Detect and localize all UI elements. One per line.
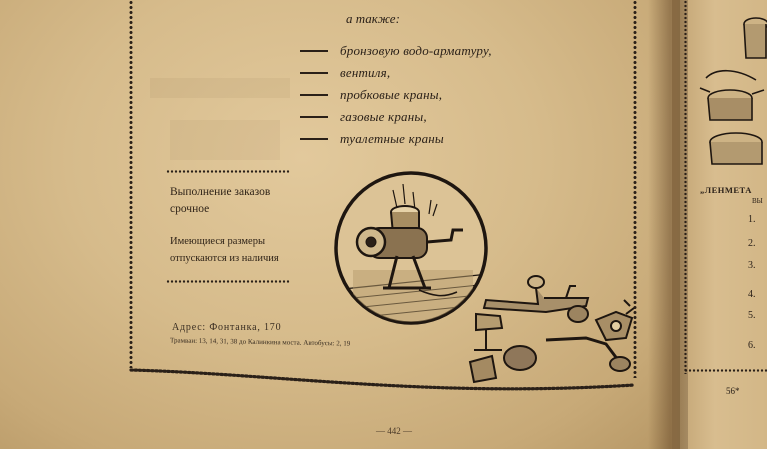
intro-text: а также: bbox=[346, 11, 400, 26]
notice-rule-bottom bbox=[166, 280, 290, 283]
list-number: 5. bbox=[748, 310, 756, 321]
address-text: Адрес: Фонтанка, 170 bbox=[172, 322, 282, 333]
right-page-subheading: ВЫ bbox=[752, 197, 763, 205]
list-item: пробковые краны, bbox=[300, 84, 492, 106]
book-gutter bbox=[648, 0, 688, 449]
notice-rule-top bbox=[166, 170, 290, 173]
product-list bbox=[300, 40, 492, 150]
notice-line: срочное bbox=[170, 203, 210, 215]
dash bbox=[300, 116, 328, 117]
right-page-frame bbox=[684, 0, 687, 374]
dash bbox=[300, 72, 328, 73]
bleed-through-block bbox=[150, 78, 290, 98]
right-page-frame-bottom bbox=[684, 369, 767, 372]
right-page-footer: 56* bbox=[726, 386, 740, 396]
notice-line: отпускаются из наличия bbox=[170, 253, 279, 264]
bleed-through-block bbox=[170, 120, 280, 160]
dotted-frame-left bbox=[129, 0, 133, 368]
list-item: туалетные краны bbox=[300, 128, 492, 150]
list-number: 1. bbox=[748, 214, 756, 225]
right-page-heading: „ЛЕНМЕТА bbox=[700, 185, 752, 195]
list-item: газовые краны, bbox=[300, 106, 492, 128]
list-item: бронзовую водо-арматуру, bbox=[300, 40, 492, 62]
page-number: — 442 — bbox=[376, 426, 412, 436]
list-item: вентиля, bbox=[300, 62, 492, 84]
list-number: 2. bbox=[748, 238, 756, 249]
dash bbox=[300, 138, 328, 139]
dash bbox=[300, 94, 328, 95]
notice-line: Выполнение заказов bbox=[170, 186, 271, 198]
list-number: 3. bbox=[748, 260, 756, 271]
list-number: 6. bbox=[748, 340, 756, 351]
dash bbox=[300, 50, 328, 51]
notice-line: Имеющиеся размеры bbox=[170, 236, 265, 247]
faucets-illustration bbox=[456, 268, 646, 388]
transit-text: Трамваи: 13, 14, 31, 38 до Калинкина моста. Автобусы: 2, 19 bbox=[169, 336, 351, 348]
list-number: 4. bbox=[748, 289, 756, 300]
cookware-illustration bbox=[696, 8, 767, 172]
